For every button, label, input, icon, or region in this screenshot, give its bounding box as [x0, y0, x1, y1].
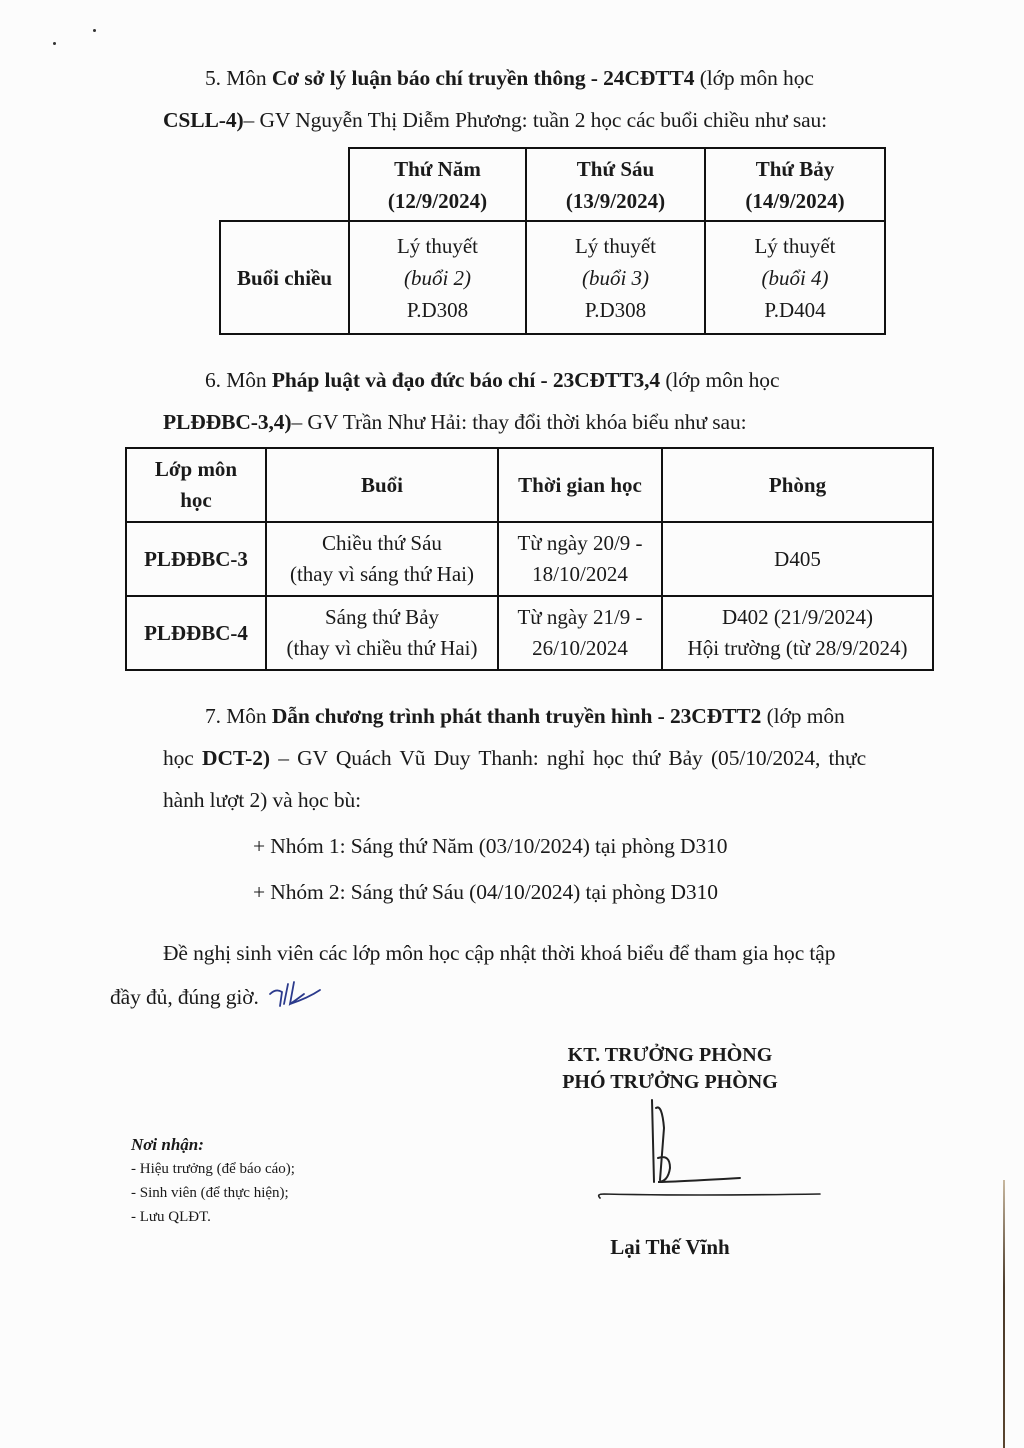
section-subject: Cơ sở lý luận báo chí truyền thông - 24CĐTT4	[271, 66, 695, 90]
cell-text: Từ ngày 20/9 -	[517, 531, 643, 555]
table-header-cell	[705, 148, 885, 221]
cell-class: PLĐĐBC-3	[126, 522, 266, 596]
cell-session	[266, 596, 498, 670]
class-code: DCT-2)	[202, 746, 270, 770]
header-date: (12/9/2024)	[387, 188, 488, 213]
section-prefix: học	[163, 746, 194, 770]
table-cell	[349, 221, 526, 334]
signature-title-line2: PHÓ TRƯỞNG PHÒNG	[562, 1071, 778, 1093]
recipients-block	[131, 1133, 295, 1229]
cell-text: D402 (21/9/2024)	[721, 605, 874, 629]
cell-text: (thay vì chiều thứ Hai)	[286, 636, 478, 660]
header-time: Thời gian học	[498, 448, 662, 522]
table-cell	[705, 221, 885, 334]
table-row	[126, 522, 933, 596]
section6-line1	[205, 368, 779, 392]
table-row	[220, 221, 885, 334]
section7-line3: hành lượt 2) và học bù:	[163, 788, 362, 812]
makeup-group-2: + Nhóm 2: Sáng thứ Sáu (04/10/2024) tại phòng D310	[253, 880, 718, 904]
cell-type: Lý thuyết	[754, 233, 836, 258]
header-day: Thứ Năm	[394, 156, 481, 181]
header-text: Lớp môn	[154, 457, 238, 481]
section-detail: – GV Nguyễn Thị Diễm Phương: tuần 2 học các buổi chiều như sau:	[243, 108, 828, 132]
cell-room	[662, 522, 933, 596]
section-detail: – GV Trần Như Hải: thay đổi thời khóa biểu như sau:	[291, 410, 747, 434]
table-row	[126, 596, 933, 670]
section5-line1	[205, 66, 814, 90]
signer-name: Lại Thế Vĩnh	[610, 1235, 730, 1259]
recipient-item: - Hiệu trưởng (để báo cáo);	[131, 1161, 295, 1177]
section5-line2	[163, 108, 827, 132]
cell-room	[662, 596, 933, 670]
table-cell	[526, 221, 705, 334]
section-prefix: Môn	[226, 704, 267, 728]
section-suffix: (lớp môn	[766, 704, 845, 728]
recipient-item: - Lưu QLĐT.	[131, 1209, 211, 1225]
cell-room: P.D308	[584, 297, 647, 322]
cell-text: Sáng thứ Bảy	[324, 605, 440, 629]
cell-text: 26/10/2024	[532, 636, 628, 660]
cell-text: Hội trường (từ 28/9/2024)	[687, 636, 908, 660]
cell-type: Lý thuyết	[574, 233, 657, 258]
header-day: Thứ Sáu	[576, 156, 655, 181]
class-code: PLĐĐBC-3,4)	[163, 410, 292, 434]
header-text: học	[180, 488, 212, 512]
cell-text: D405	[774, 546, 821, 571]
cell-text: (thay vì sáng thứ Hai)	[289, 562, 474, 586]
signature-title-line1: KT. TRƯỞNG PHÒNG	[567, 1044, 773, 1066]
recipient-item: - Sinh viên (để thực hiện);	[131, 1185, 289, 1201]
cell-class: PLĐĐBC-4	[126, 596, 266, 670]
cell-session	[266, 522, 498, 596]
cell-time	[498, 596, 662, 670]
section-subject: Dẫn chương trình phát thanh truyền hình - 23CĐTT2	[271, 704, 762, 728]
scan-speck	[53, 42, 56, 45]
header-day: Thứ Bảy	[755, 156, 835, 181]
section-number: 6.	[205, 368, 221, 392]
signature-title	[520, 1042, 820, 1096]
scan-edge-line	[1003, 1180, 1005, 1448]
handwritten-signature-icon	[590, 1098, 830, 1208]
closing-line2: đầy đủ, đúng giờ.	[110, 985, 259, 1009]
cell-room: P.D404	[764, 297, 826, 322]
section6-line2	[163, 410, 746, 434]
header-room: Phòng	[662, 448, 933, 522]
section7-line2	[163, 746, 866, 770]
section-suffix: (lớp môn học	[665, 368, 780, 392]
section-prefix: Môn	[226, 368, 267, 392]
cell-session: (buổi 2)	[403, 265, 472, 290]
table-header-row	[126, 448, 933, 522]
table-header-row	[220, 148, 885, 221]
section-prefix: Môn	[226, 66, 267, 90]
section-number: 5.	[205, 66, 221, 90]
cell-text: 18/10/2024	[532, 562, 628, 586]
section-suffix: (lớp môn học	[699, 66, 814, 90]
class-code: CSLL-4)	[163, 108, 244, 132]
cell-session: (buổi 3)	[581, 265, 650, 290]
row-label: Buổi chiều	[220, 221, 349, 334]
header-date: (13/9/2024)	[565, 188, 666, 213]
table-corner-cell	[220, 148, 349, 221]
cell-room: P.D308	[406, 297, 469, 322]
scan-speck	[93, 29, 96, 32]
makeup-group-1: + Nhóm 1: Sáng thứ Năm (03/10/2024) tại phòng D310	[253, 834, 728, 858]
header-session: Buổi	[266, 448, 498, 522]
cell-time	[498, 522, 662, 596]
section-detail: – GV Quách Vũ Duy Thanh: nghỉ học thứ Bảy (05/10/2024, thực	[278, 746, 867, 770]
closing-line1: Đề nghị sinh viên các lớp môn học cập nhật thời khoá biểu để tham gia học tập	[163, 941, 836, 965]
cell-text: Từ ngày 21/9 -	[517, 605, 643, 629]
header-class	[126, 448, 266, 522]
cell-type: Lý thuyết	[396, 233, 479, 258]
section-number: 7.	[205, 704, 221, 728]
recipients-title: Nơi nhận:	[131, 1135, 204, 1154]
table-header-cell	[349, 148, 526, 221]
header-date: (14/9/2024)	[745, 188, 845, 213]
schedule-table-section6	[125, 447, 934, 671]
schedule-table-section5	[219, 147, 886, 335]
initials-signature-icon	[268, 980, 328, 1015]
cell-session: (buổi 4)	[761, 265, 829, 290]
section-subject: Pháp luật và đạo đức báo chí - 23CĐTT3,4	[271, 368, 661, 392]
table-header-cell	[526, 148, 705, 221]
cell-text: Chiều thứ Sáu	[322, 531, 442, 555]
section7-line1	[205, 704, 845, 728]
